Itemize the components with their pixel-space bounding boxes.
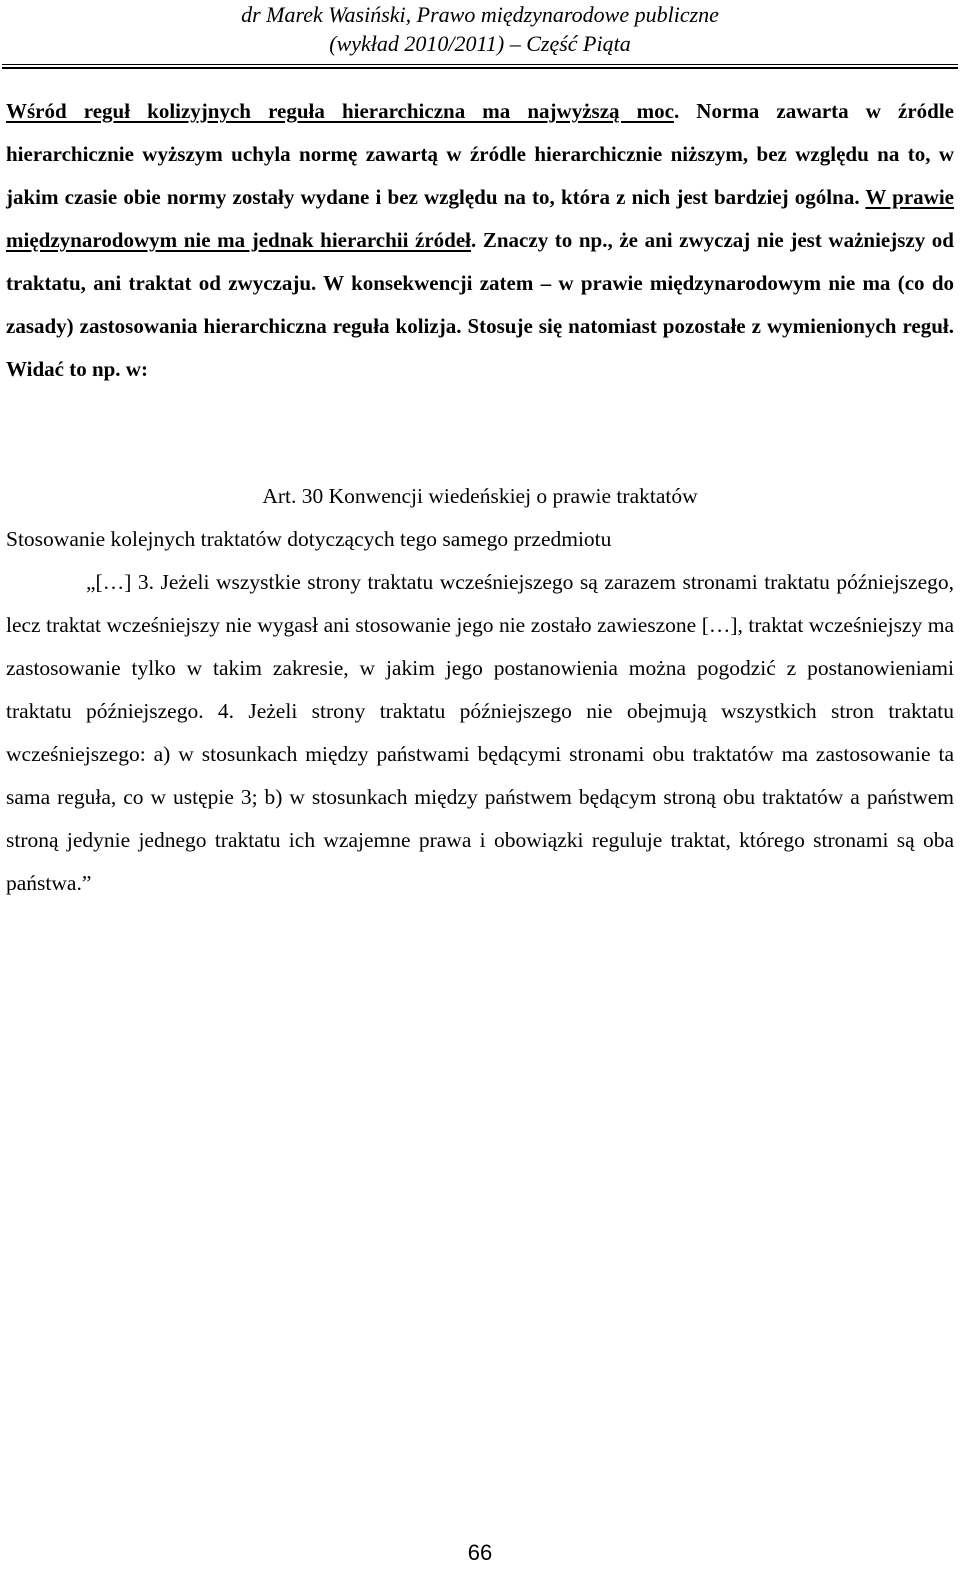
- underlined-phrase-no-hierarchy: W prawie międzynarodowym nie ma jednak hierarchii źródeł: [6, 185, 954, 252]
- running-header: [0, 0, 960, 60]
- underlined-phrase-hierarchy-rule: Wśród reguł kolizyjnych reguła hierarchiczna ma najwyższą moc: [6, 99, 674, 123]
- header-line-author-title: dr Marek Wasiński, Prawo międzynarodowe publiczne: [241, 2, 719, 27]
- header-line-lecture: (wykład 2010/2011) – Część Piąta: [329, 31, 631, 56]
- article-title: Art. 30 Konwencji wiedeńskiej o prawie traktatów: [262, 484, 698, 508]
- article-subtitle: Stosowanie kolejnych traktatów dotyczących tego samego przedmiotu: [6, 527, 612, 551]
- quoted-article: [6, 475, 954, 905]
- page-number: 66: [467, 1540, 493, 1565]
- paragraph-text-1: . Norma zawarta w źródle hierarchicznie wyższym uchyla normę zawartą w źródle hierarchicznie niższym, bez względu na to, w jakim czasie obie normy zostały wydane i bez względu na to, która z nich jest bardziej ogólna.: [6, 99, 955, 209]
- main-paragraph: [6, 90, 954, 391]
- header-rule-thin: [2, 64, 958, 65]
- header-rule-thick: [2, 67, 958, 69]
- article-quote-text: „[…] 3. Jeżeli wszystkie strony traktatu wcześniejszego są zarazem stronami traktatu późniejszego, lecz traktat wcześniejszy nie wygasł ani stosowanie jego nie zostało zawieszone […], traktat wcześniejszy ma zastosowanie tylko w takim zakresie, w jakim jego postanowienia można pogodzić z postanowieniami traktatu późniejszego. 4. Jeżeli strony traktatu późniejszego nie obejmują wszystkich stron traktatu wcześniejszego: a) w stosunkach między państwami będącymi stronami obu traktatów ma zastosowanie ta sama reguła, co w ustępie 3; b) w stosunkach między państwem będącym stroną obu traktatów a państwem stroną jedynie jednego traktatu ich wzajemne prawa i obowiązki reguluje traktat, którego stronami są oba państwa.”: [6, 570, 954, 895]
- paragraph-text-2: . Znaczy to np., że ani zwyczaj nie jest ważniejszy od traktatu, ani traktat od zwyczaju. W konsekwencji zatem – w prawie międzynarodowym nie ma (co do zasady) zastosowania hierarchiczna reguła kolizja. Stosuje się natomiast pozostałe z wymienionych reguł. Widać to np. w:: [6, 228, 954, 381]
